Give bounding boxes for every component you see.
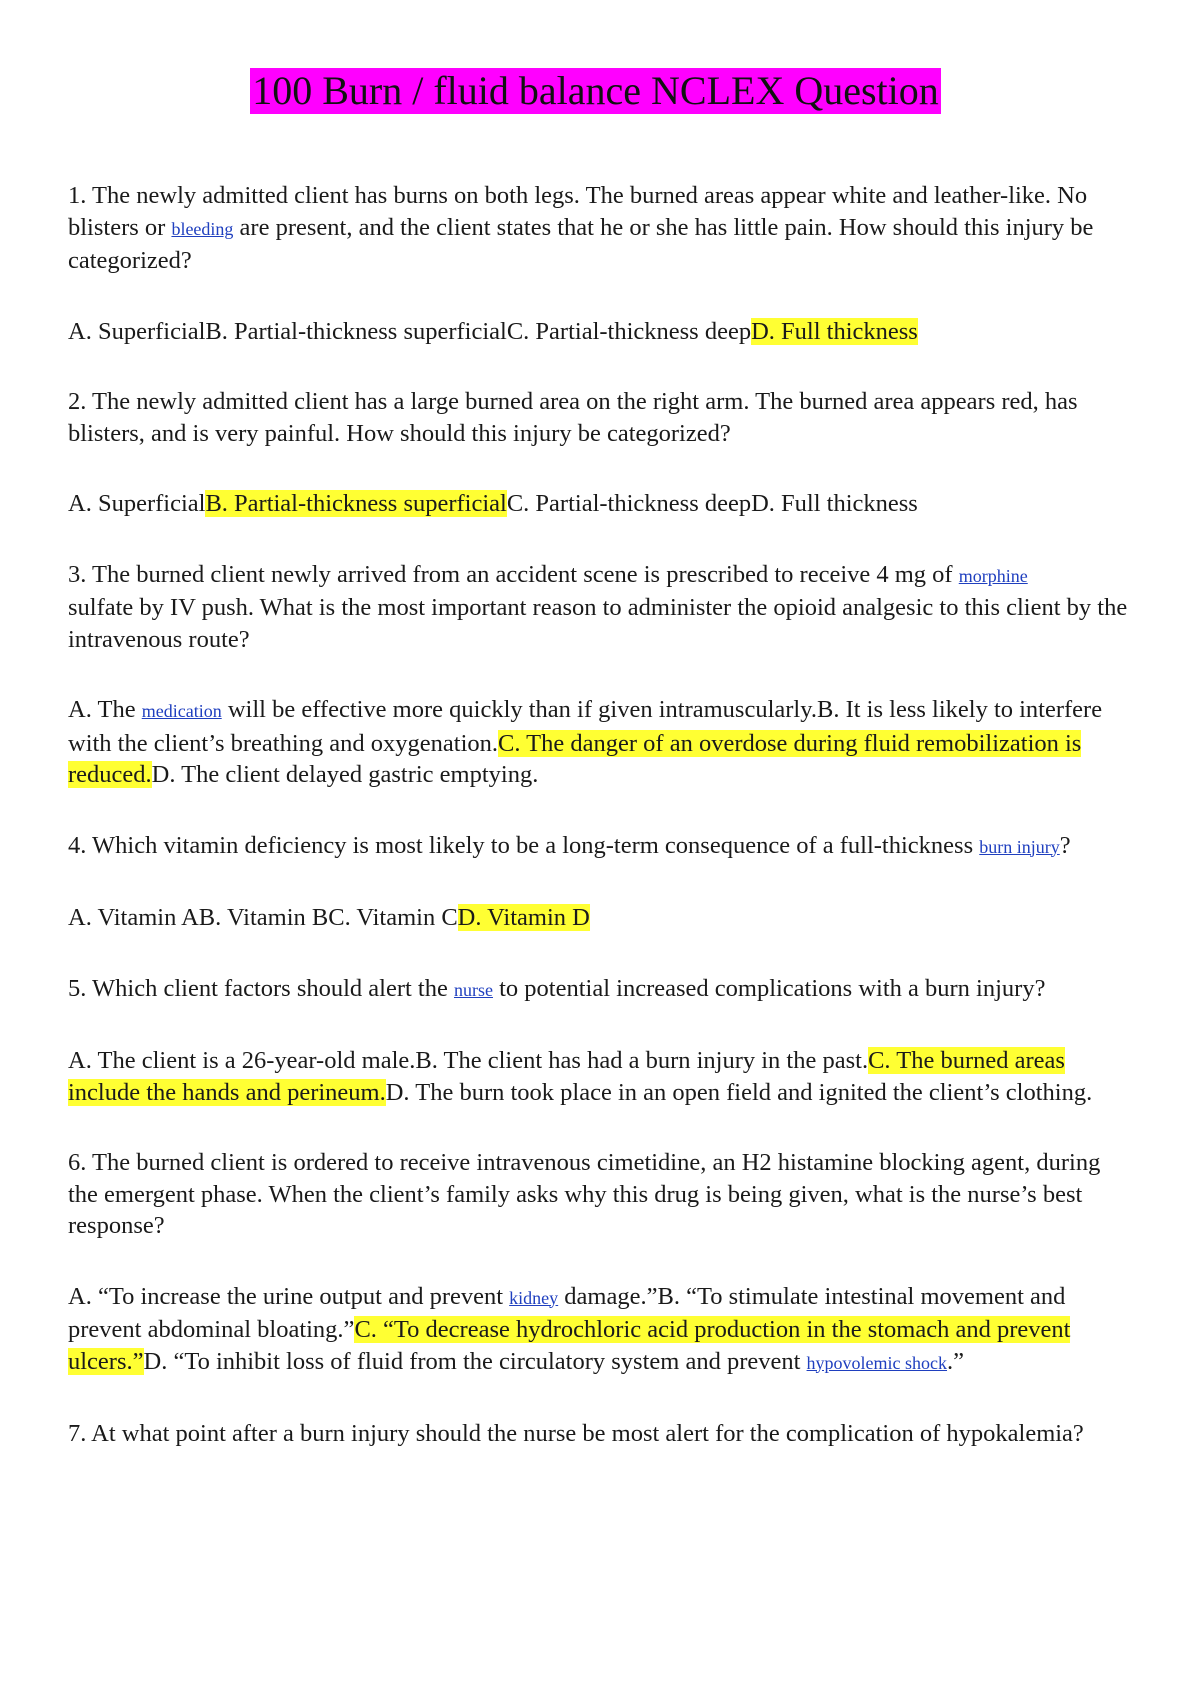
keyword-link-hypovolemic-shock[interactable]: hypovolemic shock <box>806 1352 948 1373</box>
document-title: 100 Burn / fluid balance NCLEX Question <box>252 68 939 113</box>
question-4-stem <box>68 830 1128 864</box>
answer-options: A. “To increase the urine output and prevent <box>68 1282 510 1310</box>
answer-options: C. Partial-thickness deepD. Full thickness <box>506 490 918 517</box>
question-6-stem <box>68 1147 1128 1242</box>
keyword-link-kidney[interactable]: kidney <box>509 1287 559 1308</box>
question-2-answers <box>68 488 1128 520</box>
answer-options: damage.”B. “To stimulate intestinal movement and prevent abdominal bloating.” <box>68 1282 1066 1343</box>
question-text: 5. Which client factors should alert the <box>68 974 454 1002</box>
keyword-link-bleeding[interactable]: bleeding <box>171 218 234 239</box>
answer-options: .” <box>947 1347 965 1375</box>
answer-options: D. The client delayed gastric emptying. <box>151 761 539 788</box>
correct-answer-highlight: B. Partial-thickness superficial <box>205 490 507 517</box>
correct-answer-highlight: C. “To decrease hydrochloric acid production in the stomach and prevent ulcers.” <box>68 1316 1071 1375</box>
question-text: are present, and the client states that he or she has little pain. How should this injury be categorized? <box>68 213 1094 274</box>
question-6-answers <box>68 1281 1128 1380</box>
question-text: 4. Which vitamin deficiency is most likely to be a long-term consequence of a full-thickness <box>68 831 980 859</box>
question-5-stem <box>68 973 1128 1007</box>
question-3-answers <box>68 694 1128 791</box>
answer-options: A. The client is a 26-year-old male.B. The client has had a burn injury in the past. <box>68 1047 869 1074</box>
question-7-stem <box>68 1418 1128 1450</box>
question-text: 7. At what point after a burn injury should the nurse be most alert for the complication of hypokalemia? <box>68 1420 1084 1447</box>
answer-options: A. The <box>68 696 142 723</box>
question-text: ? <box>1059 831 1071 859</box>
question-text: 1. The newly admitted client has burns on both legs. The burned areas appear white and leather-like. No blisters or <box>68 182 1088 241</box>
answer-options: will be effective more quickly than if given intramuscularly.B. It is less likely to interfere with the client’s breathing and oxygenation. <box>68 696 1103 757</box>
question-1-stem <box>68 180 1128 277</box>
answer-options: D. The burn took place in an open field and ignited the client’s clothing. <box>385 1078 1093 1106</box>
correct-answer-highlight: D. Full thickness <box>751 317 918 345</box>
correct-answer-highlight: C. The burned areas include the hands and perineum. <box>68 1047 1065 1106</box>
question-4-answers <box>68 902 1128 934</box>
question-5-answers <box>68 1045 1128 1108</box>
question-3-stem <box>68 559 1128 656</box>
keyword-link-medication[interactable]: medication <box>141 701 222 721</box>
question-1-answers <box>68 316 1128 348</box>
answer-options: A. SuperficialB. Partial-thickness superficialC. Partial-thickness deep <box>68 317 752 345</box>
keyword-link-morphine[interactable]: morphine <box>958 565 1028 586</box>
question-2-stem <box>68 386 1128 449</box>
answer-options: A. Vitamin AB. Vitamin BC. Vitamin C <box>68 904 458 931</box>
keyword-link-nurse[interactable]: nurse <box>453 979 493 1000</box>
question-text: to potential increased complications with a burn injury? <box>492 974 1046 1002</box>
question-text: 3. The burned client newly arrived from an accident scene is prescribed to receive 4 mg of <box>68 560 959 588</box>
answer-options: D. “To inhibit loss of fluid from the circulatory system and prevent <box>143 1347 807 1375</box>
answer-options: A. Superficial <box>68 490 206 517</box>
keyword-link-burn-injury[interactable]: burn injury <box>979 836 1060 857</box>
correct-answer-highlight: D. Vitamin D <box>457 904 590 931</box>
question-text: 2. The newly admitted client has a large burned area on the right arm. The burned area appears red, has blisters, and is very painful. How should this injury be categorized? <box>68 388 1078 447</box>
question-text: sulfate by IV push. What is the most important reason to administer the opioid analgesic to this client by the intravenous route? <box>68 594 1128 653</box>
document-body <box>68 180 1128 1489</box>
question-text: 6. The burned client is ordered to receive intravenous cimetidine, an H2 histamine blocking agent, during the emergent phase. When the client’s family asks why this drug is being given, what is the nurse’s best response? <box>68 1149 1101 1239</box>
title-container <box>0 68 1191 114</box>
correct-answer-highlight: C. The danger of an overdose during fluid remobilization is reduced. <box>68 729 1082 788</box>
